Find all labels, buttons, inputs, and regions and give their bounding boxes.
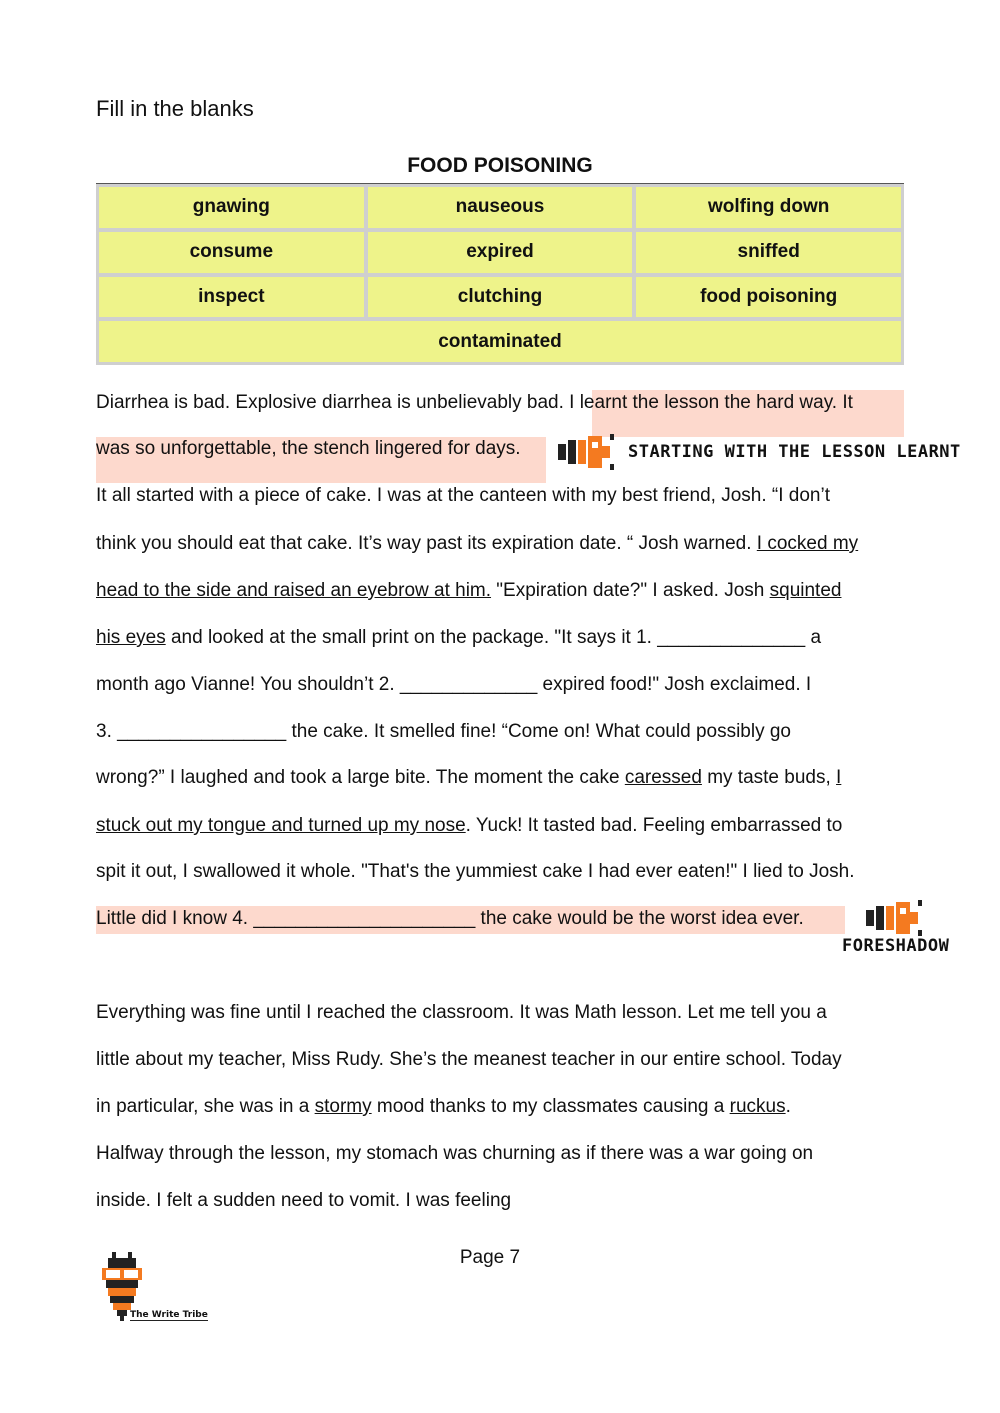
- annotation-tag: STARTING WITH THE LESSON LEARNT: [628, 442, 961, 462]
- word-bank-cell: consume: [99, 232, 364, 273]
- text-line: his eyes and looked at the small print on the package. "It says it 1. ______________ a: [96, 627, 822, 648]
- word-bank-cell: wolfing down: [636, 187, 901, 228]
- text-line: head to the side and raised an eyebrow at him. "Expiration date?" I asked. Josh squinted: [96, 580, 842, 601]
- word-bank-cell: food poisoning: [636, 277, 901, 318]
- logo: [100, 1250, 206, 1335]
- text-line: spit it out, I swallowed it whole. "That's the yummiest cake I had ever eaten!" I lied to Josh.: [96, 861, 855, 882]
- logo-text: The Write Tribe: [130, 1310, 208, 1320]
- text-line: think you should eat that cake. It’s way past its expiration date. “ Josh warned. I cocked my: [96, 533, 859, 554]
- word-bank-cell: nauseous: [368, 187, 633, 228]
- text-line: inside. I felt a sudden need to vomit. I was feeling: [96, 1190, 512, 1211]
- text-line: Diarrhea is bad. Explosive diarrhea is unbelievably bad. I learnt the lesson the hard way. It: [96, 392, 853, 413]
- page-title: FOOD POISONING: [407, 154, 593, 177]
- text-line: Halfway through the lesson, my stomach was churning as if there was a war going on: [96, 1143, 814, 1164]
- text-line: in particular, she was in a stormy mood thanks to my classmates causing a ruckus.: [96, 1096, 791, 1117]
- text-line: was so unforgettable, the stench lingered for days.: [96, 438, 521, 459]
- word-bank-cell: contaminated: [99, 321, 901, 362]
- text-line: stuck out my tongue and turned up my nose. Yuck! It tasted bad. Feeling embarrassed to: [96, 815, 843, 836]
- annotation-tag: FORESHADOW: [842, 936, 950, 956]
- text-line: wrong?” I laughed and took a large bite. The moment the cake caressed my taste buds, I: [96, 767, 842, 788]
- text-line: 3. ________________ the cake. It smelled fine! “Come on! What could possibly go: [96, 721, 791, 742]
- word-bank-cell: sniffed: [636, 232, 901, 273]
- text-line: Little did I know 4. _____________________ the cake would be the worst idea ever.: [96, 908, 804, 929]
- word-bank-cell: inspect: [99, 277, 364, 318]
- word-bank-cell: gnawing: [99, 187, 364, 228]
- text-line: little about my teacher, Miss Rudy. She’s the meanest teacher in our entire school. Today: [96, 1049, 842, 1070]
- bee-icon: [552, 432, 616, 472]
- word-bank-cell: clutching: [368, 277, 633, 318]
- text-line: Everything was fine until I reached the classroom. It was Math lesson. Let me tell you a: [96, 1002, 827, 1023]
- text-line: month ago Vianne! You shouldn’t 2. _____________ expired food!" Josh exclaimed. I: [96, 674, 812, 695]
- bee-icon: [860, 898, 924, 938]
- word-bank-cell: expired: [368, 232, 633, 273]
- text-line: It all started with a piece of cake. I was at the canteen with my best friend, Josh. “I don’t: [96, 485, 830, 506]
- word-bank: [96, 183, 904, 365]
- page-number: Page 7: [459, 1247, 521, 1268]
- instruction: Fill in the blanks: [96, 96, 254, 121]
